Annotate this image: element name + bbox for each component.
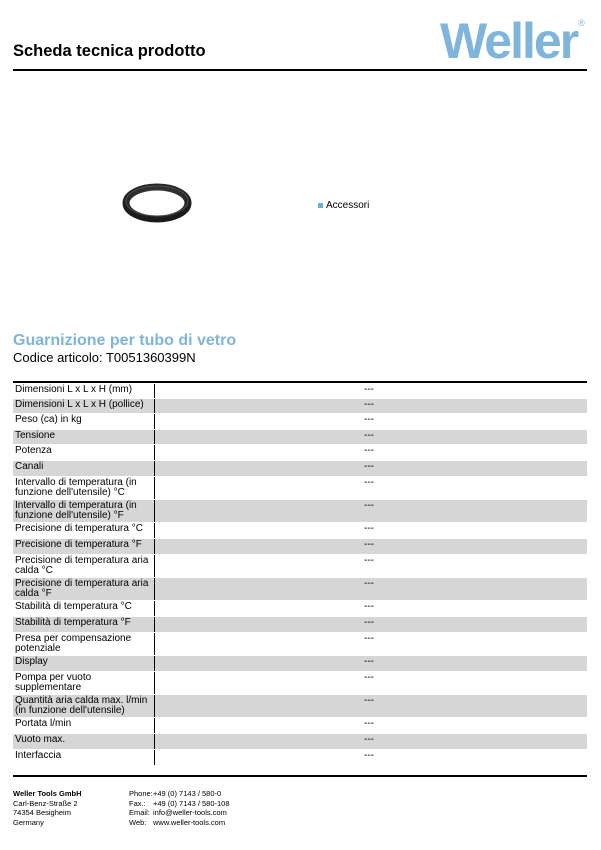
spec-row	[13, 616, 587, 632]
spec-row	[13, 577, 587, 600]
spec-label: Intervallo di temperatura (in funzione dell'utensile) °C	[13, 477, 155, 499]
spec-row	[13, 476, 587, 499]
spec-row	[13, 383, 587, 398]
spec-row	[13, 554, 587, 577]
spec-value: ---	[364, 399, 374, 410]
spec-label: Precisione di temperatura aria calda °F	[13, 578, 155, 600]
spec-value: ---	[364, 617, 374, 628]
spec-row	[13, 655, 587, 671]
fax-label: Fax.:	[129, 798, 146, 808]
square-bullet-icon	[318, 203, 323, 208]
spec-row	[13, 694, 587, 717]
spec-value: ---	[364, 500, 374, 511]
spec-table-bottom-divider	[13, 775, 587, 777]
spec-row	[13, 632, 587, 655]
spec-value: ---	[364, 656, 374, 667]
spec-value: ---	[364, 477, 374, 488]
accessories-label: Accessori	[326, 200, 370, 211]
spec-label: Vuoto max.	[13, 734, 155, 749]
spec-row	[13, 522, 587, 538]
spec-label: Stabilità di temperatura °C	[13, 601, 155, 616]
spec-value: ---	[364, 718, 374, 729]
spec-value: ---	[364, 578, 374, 589]
accessories-link[interactable]	[318, 200, 369, 211]
product-code: Codice articolo: T0051360399N	[13, 350, 196, 365]
spec-value: ---	[364, 414, 374, 425]
spec-value: ---	[364, 672, 374, 683]
spec-label: Dimensioni L x L x H (pollice)	[13, 399, 155, 413]
spec-value: ---	[364, 461, 374, 472]
product-image	[120, 180, 194, 226]
spec-row	[13, 749, 587, 765]
spec-row	[13, 733, 587, 749]
spec-label: Interfaccia	[13, 750, 155, 765]
spec-row	[13, 398, 587, 413]
spec-label: Intervallo di temperatura (in funzione dell'utensile) °F	[13, 500, 155, 522]
web-link[interactable]: www.weller-tools.com	[153, 817, 226, 827]
spec-row	[13, 429, 587, 444]
registered-mark: ®	[578, 18, 585, 28]
spec-label: Portata l/min	[13, 718, 155, 733]
spec-label: Presa per compensazione potenziale	[13, 633, 155, 655]
page-title: Scheda tecnica prodotto	[13, 42, 206, 60]
spec-label: Precisione di temperatura aria calda °C	[13, 555, 155, 577]
spec-value: ---	[364, 750, 374, 761]
footer-city: 74354 Besigheim	[13, 808, 71, 817]
spec-label: Peso (ca) in kg	[13, 414, 155, 429]
product-title: Guarnizione per tubo di vetro	[13, 332, 237, 349]
footer-street: Carl-Benz-Straße 2	[13, 798, 78, 808]
spec-value: ---	[364, 384, 374, 395]
spec-row	[13, 413, 587, 429]
weller-logo	[440, 12, 588, 64]
fax-value: +49 (0) 7143 / 580-108	[153, 798, 230, 808]
spec-value: ---	[364, 633, 374, 644]
spec-value: ---	[364, 555, 374, 566]
spec-label: Potenza	[13, 445, 155, 460]
spec-label: Precisione di temperatura °C	[13, 523, 155, 538]
spec-label: Stabilità di temperatura °F	[13, 617, 155, 632]
footer-country: Germany	[13, 817, 44, 827]
spec-value: ---	[364, 601, 374, 612]
spec-value: ---	[364, 523, 374, 534]
spec-label: Dimensioni L x L x H (mm)	[13, 384, 155, 398]
spec-label: Display	[13, 656, 155, 671]
spec-row	[13, 717, 587, 733]
spec-row	[13, 444, 587, 460]
footer-contacts	[129, 789, 230, 827]
spec-value: ---	[364, 539, 374, 550]
header-divider	[13, 69, 587, 71]
spec-value: ---	[364, 445, 374, 456]
spec-label: Quantità aria calda max. l/min (in funzione dell'utensile)	[13, 695, 155, 717]
spec-value: ---	[364, 430, 374, 441]
spec-row	[13, 538, 587, 554]
phone-value: +49 (0) 7143 / 580-0	[153, 789, 222, 798]
email-link[interactable]: info@weller-tools.com	[153, 808, 227, 817]
spec-table	[13, 383, 587, 765]
phone-label: Phone:	[129, 789, 153, 798]
footer-company: Weller Tools GmbH	[13, 789, 82, 798]
spec-value: ---	[364, 734, 374, 745]
email-label: Email:	[129, 808, 150, 817]
spec-label: Precisione di temperatura °F	[13, 539, 155, 554]
spec-row	[13, 499, 587, 522]
spec-label: Pompa per vuoto supplementare	[13, 672, 155, 694]
spec-label: Canali	[13, 461, 155, 476]
spec-row	[13, 671, 587, 694]
web-label: Web:	[129, 817, 147, 827]
spec-label: Tensione	[13, 430, 155, 444]
spec-row	[13, 600, 587, 616]
spec-row	[13, 460, 587, 476]
footer-address	[13, 789, 81, 827]
logo-wordmark: Weller	[440, 13, 578, 64]
spec-value: ---	[364, 695, 374, 706]
